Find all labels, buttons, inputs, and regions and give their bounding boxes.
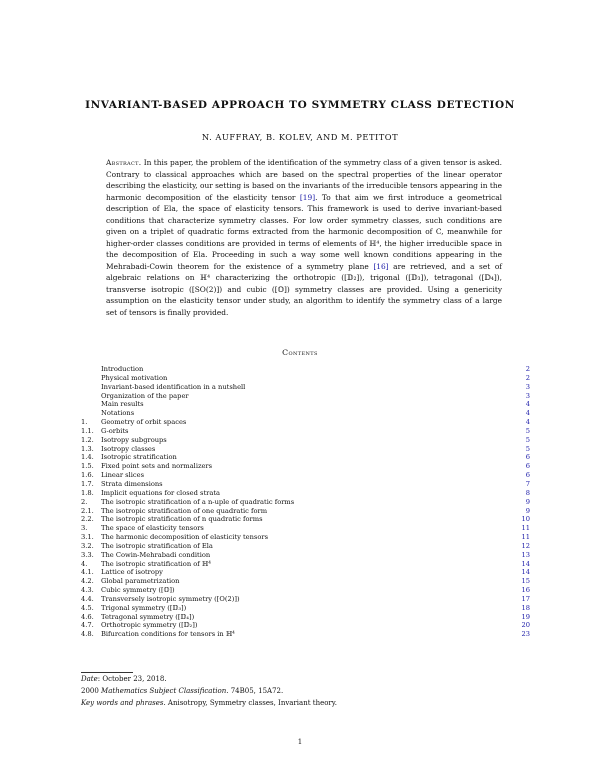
- toc-title: The isotropic stratification of n quadratic forms: [101, 515, 263, 524]
- toc-page-link[interactable]: 2: [525, 365, 530, 373]
- toc-number: 4.7.: [81, 621, 94, 630]
- toc-entry[interactable]: [81, 498, 530, 507]
- citation-link[interactable]: [16]: [373, 261, 389, 271]
- toc-title: Orthotropic symmetry ([𝔻₂]): [101, 621, 198, 630]
- page-number: 1: [297, 738, 303, 746]
- toc-number: 4.: [81, 559, 88, 568]
- toc-title: Transversely isotropic symmetry ([O(2)]): [101, 594, 240, 603]
- toc-title: The Cowin-Mehrabadi condition: [101, 550, 211, 559]
- toc-entry[interactable]: [81, 418, 530, 427]
- date-label: Date: [81, 675, 98, 683]
- toc-number: 3.3.: [81, 550, 94, 559]
- footnote-divider: [81, 672, 133, 673]
- toc-page-link[interactable]: 3: [525, 382, 530, 391]
- toc-title: Organization of the paper: [101, 391, 189, 400]
- toc-title: Physical motivation: [101, 373, 168, 382]
- toc-title: Isotropy subgroups: [101, 435, 167, 444]
- toc-entry[interactable]: [81, 409, 530, 418]
- keywords-value: . Anisotropy, Symmetry classes, Invariant theory.: [163, 699, 338, 707]
- toc-entry[interactable]: [81, 560, 530, 569]
- toc-page-link[interactable]: 18: [521, 603, 530, 612]
- toc-title: The isotropic stratification of one quadratic form: [101, 506, 268, 515]
- toc-page-link[interactable]: 14: [521, 568, 530, 577]
- toc-title: Tetragonal symmetry ([𝔻₄]): [101, 612, 195, 621]
- toc-number: 1.7.: [81, 479, 94, 488]
- toc-title: Bifurcation conditions for tensors in ℍ⁴: [101, 630, 235, 639]
- toc-entry[interactable]: [81, 436, 530, 445]
- toc-title: Notations: [101, 409, 135, 418]
- toc-title: Global parametrization: [101, 577, 180, 586]
- toc-number: 2.: [81, 497, 88, 506]
- toc-entry[interactable]: [81, 507, 530, 516]
- toc-entry[interactable]: [81, 480, 530, 489]
- toc-title: Lattice of isotropy: [101, 568, 163, 577]
- toc-title: Trigonal symmetry ([𝔻₃]): [101, 603, 187, 612]
- abstract: [106, 157, 502, 318]
- toc-number: 1.1.: [81, 426, 94, 435]
- toc-page-link[interactable]: 5: [525, 444, 530, 453]
- toc-page-link[interactable]: 5: [525, 435, 530, 444]
- toc-number: 1.4.: [81, 453, 94, 462]
- toc-page-link[interactable]: 11: [521, 533, 530, 542]
- toc-entry[interactable]: [81, 365, 530, 374]
- toc-page-link[interactable]: 6: [525, 471, 530, 480]
- toc-entry[interactable]: [81, 462, 530, 471]
- toc-page-link[interactable]: 6: [525, 462, 530, 471]
- toc-title: Cubic symmetry ([𝕆]): [101, 586, 175, 595]
- toc-page-link[interactable]: 7: [525, 479, 530, 488]
- toc-page-link[interactable]: 9: [525, 497, 530, 506]
- arxiv-stamp: [14, 170, 40, 570]
- toc-title: Invariant-based identification in a nutshell: [101, 382, 246, 391]
- toc-page-link[interactable]: 4: [525, 418, 530, 427]
- toc-entry[interactable]: [81, 568, 530, 577]
- toc-page-link[interactable]: 8: [525, 488, 530, 497]
- table-of-contents: [81, 365, 530, 639]
- toc-number: 4.5.: [81, 603, 94, 612]
- toc-page-link[interactable]: 5: [525, 426, 530, 435]
- footnote-keywords: [81, 698, 530, 710]
- footnote-date: [81, 674, 530, 686]
- toc-number: 1.2.: [81, 435, 94, 444]
- toc-title: Introduction: [101, 365, 144, 373]
- toc-page-link[interactable]: 6: [525, 453, 530, 462]
- toc-entry[interactable]: [81, 524, 530, 533]
- toc-entry[interactable]: [81, 400, 530, 409]
- msc-label: Mathematics Subject Classification: [101, 687, 227, 695]
- toc-page-link[interactable]: 2: [525, 373, 530, 382]
- toc-number: 1.6.: [81, 471, 94, 480]
- footnote-msc: [81, 686, 530, 698]
- toc-number: 2.1.: [81, 506, 94, 515]
- toc-page-link[interactable]: 4: [525, 409, 530, 418]
- toc-entry[interactable]: [81, 613, 530, 622]
- abstract-text-1: In this paper, the problem of the identification of the symmetry class of a given tensor is asked. Contrary to classical approaches which are based on the spectral properties of the linear operator describing the elasticity, our setting is based on the invariants of the irreducible tensors appearing in the harmonic decomposition of the elasticity tensor: [106, 158, 502, 202]
- toc-title: Isotropy classes: [101, 444, 156, 453]
- toc-title: The harmonic decomposition of elasticity tensors: [101, 533, 269, 542]
- abstract-text-3: are retrieved, and a set of algebraic relations on ℍ⁴ characterizing the orthotropic ([𝔻₂]), trigonal ([𝔻₃]), tetragonal ([𝔻₄]), transverse isotropic ([SO(2)]) and cubic ([𝕆]) symmetry classes are provided. Using a genericity assumption on the elasticity tensor under study, an algorithm to identify the symmetry class of a large set of tensors is finally provided.: [106, 261, 503, 317]
- toc-page-link[interactable]: 12: [521, 541, 530, 550]
- toc-page-link[interactable]: 11: [521, 524, 530, 533]
- msc-year: 2000: [81, 687, 102, 695]
- keywords-label: Key words and phrases: [81, 699, 164, 707]
- toc-number: 4.4.: [81, 594, 94, 603]
- toc-number: 3.1.: [81, 533, 94, 542]
- toc-page-link[interactable]: 4: [525, 400, 530, 409]
- toc-entry[interactable]: [81, 586, 530, 595]
- toc-number: 1.3.: [81, 444, 94, 453]
- date-value: : October 23, 2018.: [97, 675, 167, 683]
- toc-number: 1.8.: [81, 488, 94, 497]
- toc-number: 2.2.: [81, 515, 94, 524]
- toc-entry[interactable]: [81, 515, 530, 524]
- toc-title: The isotropic stratification of Ela: [101, 541, 213, 550]
- toc-number: 4.6.: [81, 612, 94, 621]
- toc-entry[interactable]: [81, 489, 530, 498]
- abstract-label: Abstract.: [106, 158, 142, 167]
- toc-title: The space of elasticity tensors: [101, 524, 204, 533]
- toc-entry[interactable]: [81, 533, 530, 542]
- toc-entry[interactable]: [81, 595, 530, 604]
- toc-title: Main results: [101, 400, 144, 409]
- citation-link[interactable]: [19]: [299, 192, 316, 202]
- toc-title: Isotropic stratification: [101, 453, 177, 462]
- toc-page-link[interactable]: 20: [521, 621, 530, 630]
- toc-page-link[interactable]: 16: [521, 586, 530, 595]
- toc-page-link[interactable]: 3: [525, 391, 530, 400]
- toc-number: 4.8.: [81, 630, 94, 639]
- toc-page-link[interactable]: 9: [525, 506, 530, 515]
- toc-title: Implicit equations for closed strata: [101, 488, 220, 497]
- toc-number: 4.2.: [81, 577, 94, 586]
- toc-entry[interactable]: [81, 551, 530, 560]
- paper-authors: N. AUFFRAY, B. KOLEV, AND M. PETITOT: [201, 132, 399, 142]
- toc-title: Strata dimensions: [101, 479, 163, 488]
- toc-page-link[interactable]: 15: [521, 577, 530, 586]
- toc-page-link[interactable]: 19: [521, 612, 530, 621]
- toc-title: The isotropic stratification of ℍ⁴: [101, 559, 211, 568]
- toc-entry[interactable]: [81, 604, 530, 613]
- toc-entry[interactable]: [81, 577, 530, 586]
- toc-number: 4.1.: [81, 568, 94, 577]
- toc-title: G-orbits: [101, 426, 129, 435]
- toc-number: 3.2.: [81, 541, 94, 550]
- toc-entry[interactable]: [81, 621, 530, 630]
- toc-page-link[interactable]: 13: [521, 550, 530, 559]
- toc-number: 4.3.: [81, 586, 94, 595]
- toc-entry[interactable]: [81, 453, 530, 462]
- paper-title: INVARIANT-BASED APPROACH TO SYMMETRY CLASS DETECTION: [85, 99, 515, 111]
- toc-number: 1.: [81, 418, 88, 427]
- toc-title: The isotropic stratification of a n-uple of quadratic forms: [101, 497, 295, 506]
- toc-title: Geometry of orbit spaces: [101, 418, 187, 427]
- toc-number: 1.5.: [81, 462, 94, 471]
- toc-entry[interactable]: [81, 445, 530, 454]
- toc-number: 3.: [81, 524, 88, 533]
- toc-entry[interactable]: [81, 471, 530, 480]
- toc-title: Fixed point sets and normalizers: [101, 462, 213, 471]
- toc-entry[interactable]: [81, 392, 530, 401]
- msc-value: . 74B05, 15A72.: [226, 687, 284, 695]
- toc-page-link[interactable]: 17: [521, 594, 530, 603]
- toc-page-link[interactable]: 14: [521, 559, 530, 568]
- toc-page-link[interactable]: 23: [521, 630, 530, 639]
- toc-title: Linear slices: [101, 471, 144, 480]
- toc-entry[interactable]: [81, 374, 530, 383]
- abstract-text-2: . To that aim we first introduce a geometrical description of Ela, the space of elasticity tensors. This framework is used to derive invariant-based conditions that characterize symmetry classes. For low order symmetry classes, such conditions are given on a triplet of quadratic forms extracted from the harmonic decomposition of C, meanwhile for higher-order classes conditions are provided in terms of elements of ℍ⁴, the higher irreducible space in the decomposition of Ela. Proceeding in such a way some well known conditions appearing in the Mehrabadi-Cowin theorem for the existence of a symmetry plane: [106, 192, 502, 271]
- toc-entry[interactable]: [81, 630, 530, 639]
- toc-entry[interactable]: [81, 383, 530, 392]
- contents-heading: Contents: [282, 348, 318, 357]
- toc-entry[interactable]: [81, 542, 530, 551]
- toc-entry[interactable]: [81, 427, 530, 436]
- toc-page-link[interactable]: 10: [521, 515, 530, 524]
